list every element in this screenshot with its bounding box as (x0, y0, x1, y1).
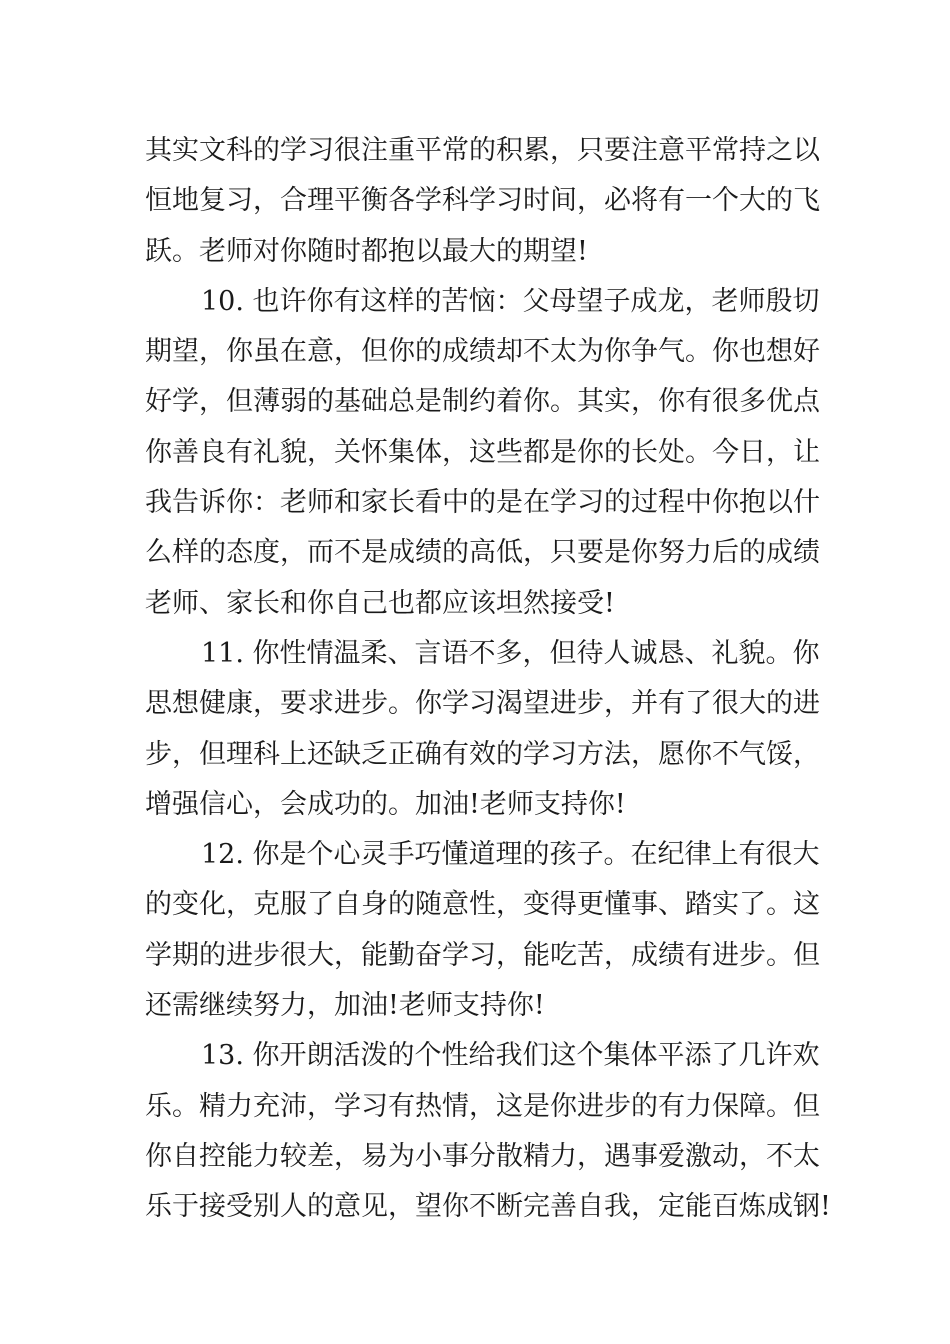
text-line: 学期的进步很大，能勤奋学习，能吃苦，成绩有进步。但 (145, 939, 820, 971)
text-line: 老师、家长和你自己也都应该坦然接受! (145, 587, 615, 619)
text-line: 乐。精力充沛，学习有热情，这是你进步的有力保障。但 (145, 1090, 820, 1122)
text-line: 么样的态度，而不是成绩的高低，只要是你努力后的成绩 (145, 537, 820, 569)
text-line: 期望，你虽在意，但你的成绩却不太为你争气。你也想好 (145, 336, 820, 368)
text-line: 乐于接受别人的意见，望你不断完善自我，定能百炼成钢! (145, 1191, 831, 1223)
text-line: 你自控能力较差，易为小事分散精力，遇事爱激动，不太 (145, 1140, 820, 1172)
text-line: 10. 也许你有这样的苦恼：父母望子成龙，老师殷切 (201, 285, 820, 317)
text-line: 的变化，克服了自身的随意性，变得更懂事、踏实了。这 (145, 889, 820, 921)
text-line: 增强信心，会成功的。加油!老师支持你! (145, 788, 626, 820)
text-line: 13. 你开朗活泼的个性给我们这个集体平添了几许欢 (201, 1040, 820, 1072)
text-line: 我告诉你：老师和家长看中的是在学习的过程中你抱以什 (145, 487, 820, 519)
text-line: 你善良有礼貌，关怀集体，这些都是你的长处。今日，让 (145, 436, 820, 468)
text-line: 12. 你是个心灵手巧懂道理的孩子。在纪律上有很大 (201, 839, 820, 871)
text-line: 其实文科的学习很注重平常的积累，只要注意平常持之以 (145, 135, 820, 166)
text-line: 步，但理科上还缺乏正确有效的学习方法，愿你不气馁， (145, 738, 820, 770)
text-line: 好学，但薄弱的基础总是制约着你。其实，你有很多优点 (145, 386, 820, 418)
text-line: 跃。老师对你随时都抱以最大的期望! (145, 235, 588, 267)
text-line: 思想健康，要求进步。你学习渴望进步，并有了很大的进 (145, 688, 820, 720)
text-line: 恒地复习，合理平衡各学科学习时间，必将有一个大的飞 (145, 185, 820, 217)
text-line: 11. 你性情温柔、言语不多，但待人诚恳、礼貌。你 (201, 637, 820, 669)
document-body (145, 126, 831, 1233)
text-line: 还需继续努力，加油!老师支持你! (145, 990, 545, 1022)
